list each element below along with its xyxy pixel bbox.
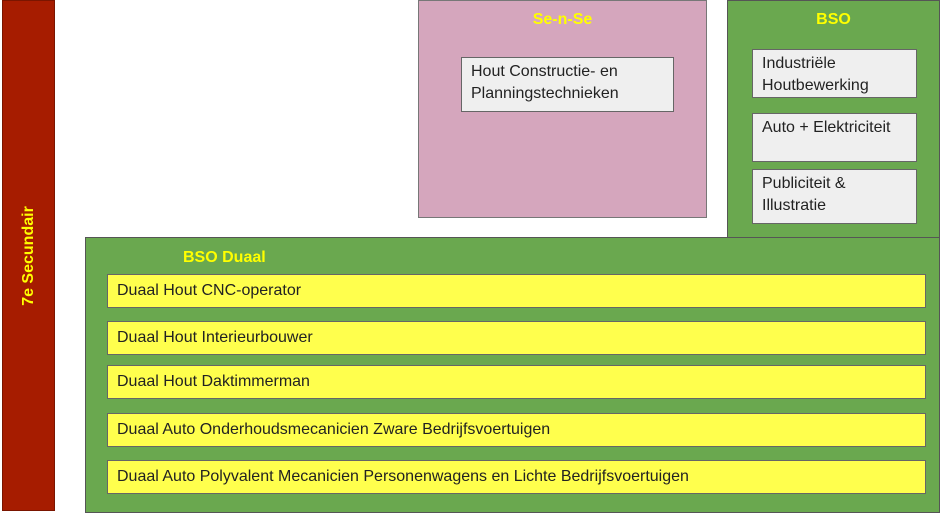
bso-group [727,0,940,238]
sense-group [418,0,707,218]
bso-duaal-title: BSO Duaal [183,249,266,266]
bso-title: BSO [816,11,851,28]
duaal-item-daktimmerman: Duaal Hout Daktimmerman [107,365,926,399]
bso-item-publiciteit-illustratie: Publiciteit & Illustratie [752,169,917,224]
bso-duaal-group [85,237,940,513]
duaal-item-cnc-operator: Duaal Hout CNC-operator [107,274,926,308]
bso-item-auto-elektriciteit: Auto + Elektriciteit [752,113,917,162]
seventh-secondary-bar [2,0,55,511]
duaal-item-onderhoudsmecanicien: Duaal Auto Onderhoudsmecanicien Zware Bedrijfsvoertuigen [107,413,926,447]
duaal-item-interieurbouwer: Duaal Hout Interieurbouwer [107,321,926,355]
sense-title: Se-n-Se [532,11,593,28]
sense-item-hout-constructie: Hout Constructie- en Planningstechnieken [461,57,674,112]
seventh-secondary-label: 7e Secundair [19,205,37,306]
bso-item-industriele-houtbewerking: Industriële Houtbewerking [752,49,917,98]
duaal-item-polyvalent-mecanicien: Duaal Auto Polyvalent Mecanicien Personenwagens en Lichte Bedrijfsvoertuigen [107,460,926,494]
